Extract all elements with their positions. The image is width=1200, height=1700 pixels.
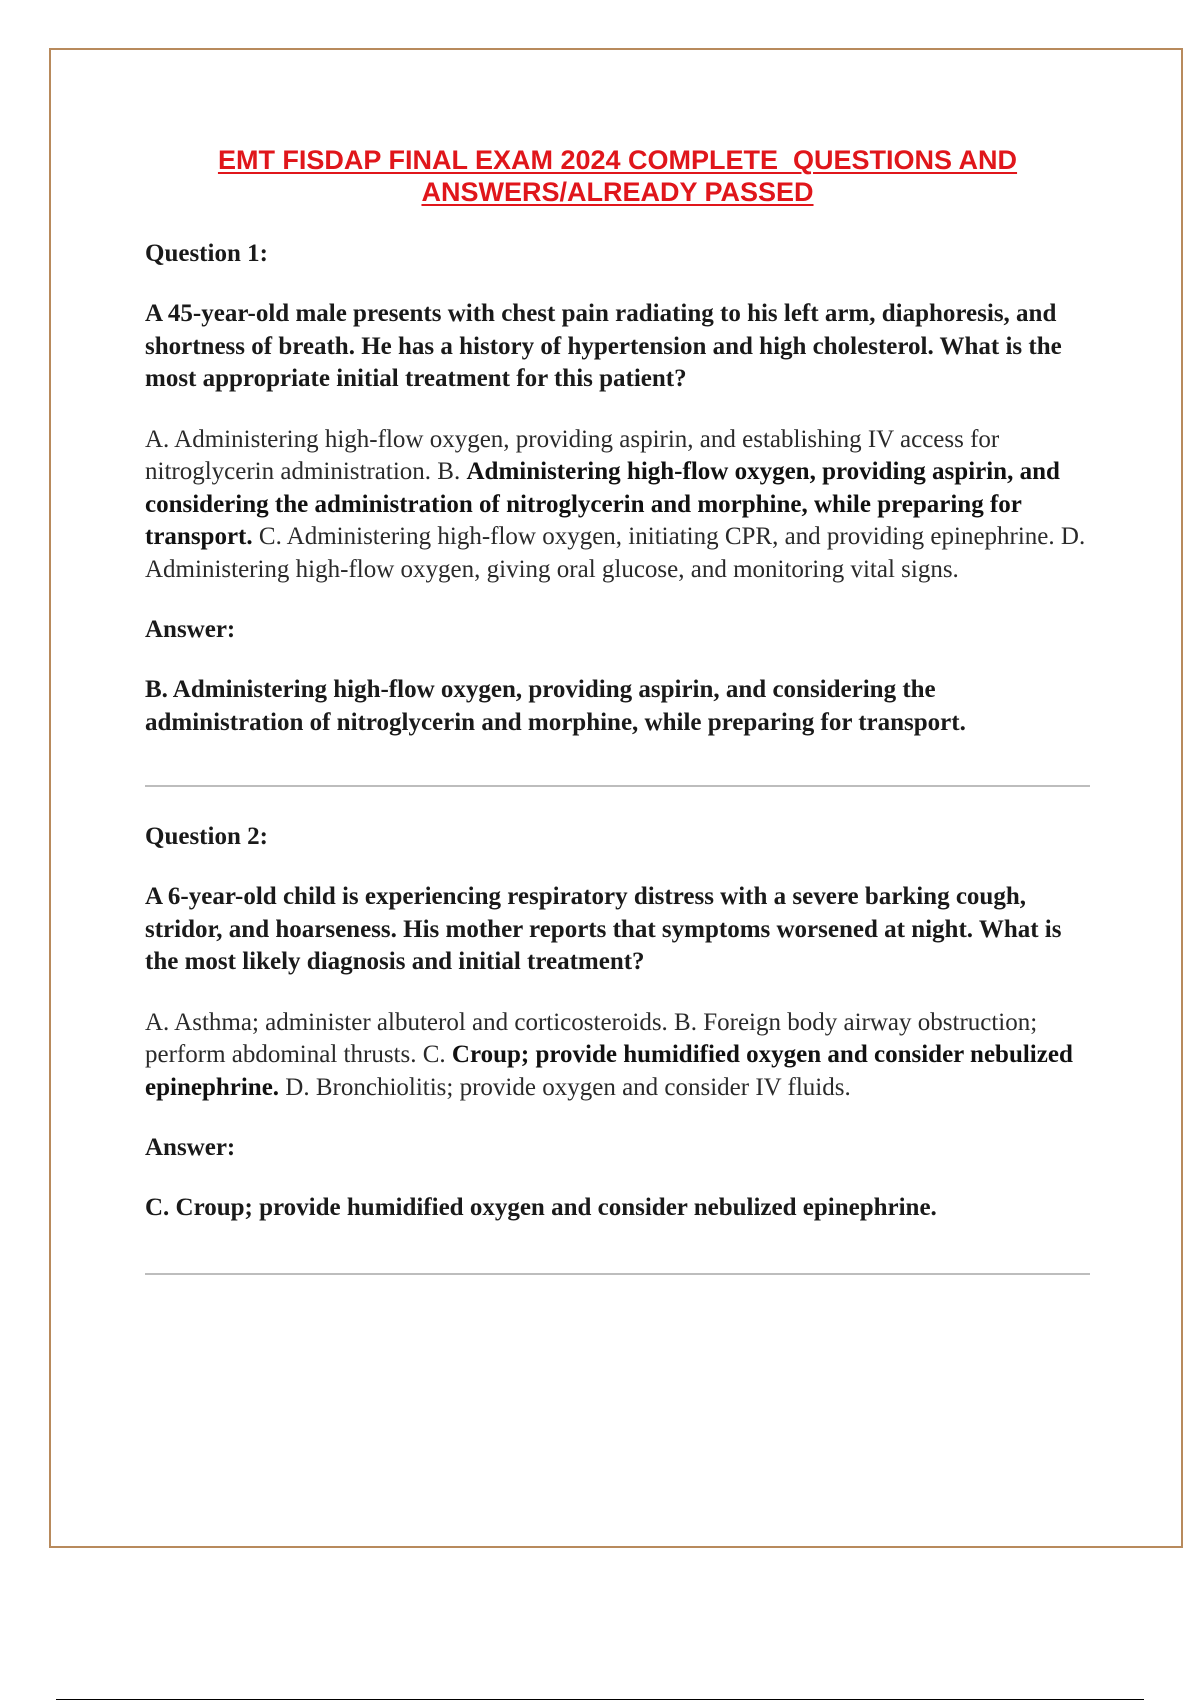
options-text: A. Asthma; administer albuterol and corticosteroids. B. Foreign body airway obstruction; perform abdominal thrusts. C. xyxy=(145,1008,1038,1068)
document-title xyxy=(145,144,1090,208)
correct-option-text: Administering high-flow oxygen, providing aspirin, and considering the administration of nitroglycerin and morphine, while preparing for transport. xyxy=(145,458,1060,550)
answer-text: B. Administering high-flow oxygen, providing aspirin, and considering the administration of nitroglycerin and morphine, while preparing for transport. xyxy=(145,676,966,736)
answer-text: C. Croup; provide humidified oxygen and consider nebulized epinephrine. xyxy=(145,1194,937,1221)
question-block-2 xyxy=(145,821,1090,1225)
answer-options xyxy=(145,424,1090,587)
section-divider xyxy=(145,785,1090,787)
document-content xyxy=(145,144,1090,1275)
question-heading: Question 1: xyxy=(145,240,268,267)
title-line-2: ANSWERS/ALREADY PASSED xyxy=(421,177,814,207)
options-text: D. Bronchiolitis; provide oxygen and consider IV fluids. xyxy=(279,1073,851,1101)
question-text: A 6-year-old child is experiencing respiratory distress with a severe barking cough, stridor, and hoarseness. His mother reports that symptoms worsened at night. What is the most likely diagnosis and initial treatment? xyxy=(145,883,1062,975)
correct-option-text: Croup; provide humidified oxygen and consider nebulized epinephrine. xyxy=(145,1041,1073,1101)
question-heading: Question 2: xyxy=(145,823,268,850)
options-text: C. Administering high-flow oxygen, initiating CPR, and providing epinephrine. D. Administering high-flow oxygen, giving oral glucose, and monitoring vital signs. xyxy=(145,523,1086,583)
question-block-1 xyxy=(145,238,1090,739)
question-text: A 45-year-old male presents with chest pain radiating to his left arm, diaphoresis, and shortness of breath. He has a history of hypertension and high cholesterol. What is the most appropriate initial treatment for this patient? xyxy=(145,300,1062,392)
title-line-1: EMT FISDAP FINAL EXAM 2024 COMPLETE QUESTIONS AND xyxy=(217,145,1018,175)
answer-label: Answer: xyxy=(145,616,236,643)
answer-options xyxy=(145,1007,1090,1105)
section-divider xyxy=(145,1273,1090,1275)
options-text: A. Administering high-flow oxygen, providing aspirin, and establishing IV access for nitroglycerin administration. B. xyxy=(145,425,1000,485)
answer-label: Answer: xyxy=(145,1134,236,1161)
